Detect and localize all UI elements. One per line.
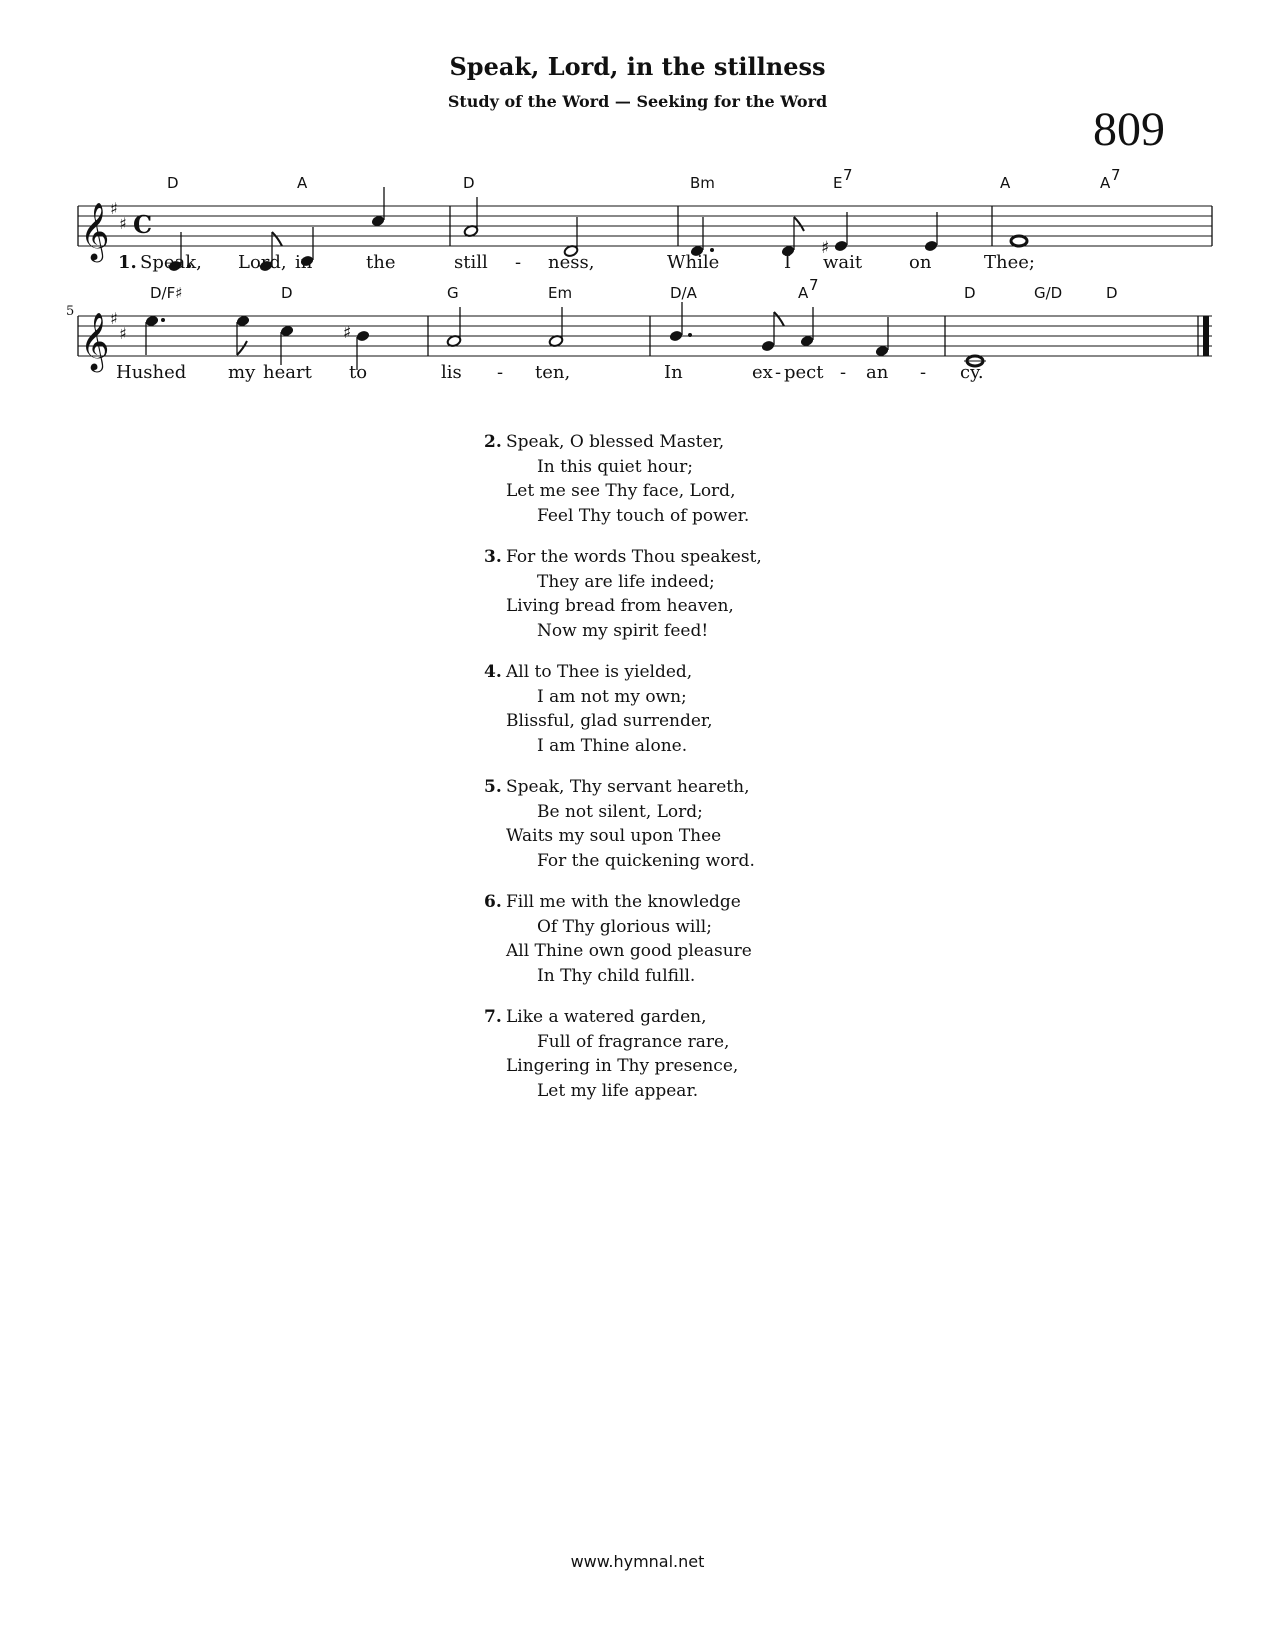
lyric-syllable: Lord, — [238, 252, 287, 273]
stanza-line: Be not silent, Lord; — [537, 801, 703, 822]
chord-symbol: D — [281, 284, 293, 302]
stanza-number: 4. — [484, 662, 502, 682]
stanza-line — [484, 660, 762, 685]
lyric-hyphen: - — [840, 362, 847, 383]
lyric-syllable: Hushed — [116, 362, 187, 383]
stanza-5 — [484, 775, 762, 873]
chord-symbol: D — [167, 174, 179, 192]
note — [371, 187, 386, 227]
stanza-line — [484, 890, 762, 915]
note — [280, 325, 295, 365]
staff-system-2 — [66, 276, 1212, 383]
lyric-syllable: ex — [752, 362, 773, 383]
stanza-line: I am not my own; — [537, 686, 687, 707]
additional-verses — [484, 430, 762, 1120]
stanza-line: Let me see Thy face, Lord, — [506, 481, 736, 501]
stanza-line: Living bread from heaven, — [506, 596, 734, 616]
note — [463, 197, 478, 238]
lyric-syllable: to — [349, 362, 368, 383]
chord-symbol: A — [1100, 174, 1111, 192]
chord-symbol: D — [1106, 284, 1118, 302]
treble-clef-icon: 𝄞 — [80, 202, 110, 260]
stanza-line: I am Thine alone. — [537, 735, 688, 756]
staff-system-1 — [78, 166, 1212, 273]
note — [548, 307, 563, 348]
stanza-line: In Thy child fulfill. — [537, 965, 696, 986]
chord-symbol: D/F♯ — [150, 284, 183, 302]
verse-number: 1. — [118, 252, 137, 273]
lyric-syllable: Speak, — [140, 252, 202, 273]
hymn-number: 809 — [1093, 103, 1165, 156]
note — [236, 315, 251, 355]
sharp-accidental-icon: ♯ — [343, 323, 352, 343]
stanza-text: Like a watered garden, — [506, 1007, 707, 1027]
stanza-line: Full of fragrance rare, — [537, 1031, 730, 1052]
chord-superscript: 7 — [843, 166, 853, 184]
lyric-syllable: my — [228, 362, 256, 383]
stanza-line: Of Thy glorious will; — [537, 916, 712, 937]
lyric-hyphen: - — [920, 362, 927, 383]
stanza-text: All to Thee is yielded, — [506, 662, 693, 682]
chord-symbol: Em — [548, 284, 573, 302]
stanza-line: Blissful, glad surrender, — [506, 711, 713, 731]
treble-clef-icon: 𝄞 — [80, 312, 110, 370]
note — [924, 212, 939, 252]
stanza-4 — [484, 660, 762, 758]
sharp-accidental-icon: ♯ — [821, 238, 830, 258]
lyric-syllable: In — [664, 362, 683, 383]
chord-symbol: A — [297, 174, 308, 192]
music-score — [0, 0, 1275, 400]
chord-symbol: G — [447, 284, 459, 302]
stanza-line: All Thine own good pleasure — [506, 941, 752, 961]
lyric-syllable: lis — [441, 362, 462, 383]
lyric-syllable: an — [866, 362, 889, 383]
lyric-syllable: wait — [823, 252, 863, 273]
stanza-number: 7. — [484, 1007, 502, 1027]
stanza-line: Feel Thy touch of power. — [537, 505, 750, 526]
lyric-syllable: the — [366, 252, 396, 273]
sharp-icon: ♯ — [110, 199, 118, 218]
time-signature-common: C — [133, 210, 153, 239]
lyric-syllable: ness, — [548, 252, 595, 273]
lyric-syllable: While — [667, 252, 720, 273]
note — [875, 317, 890, 357]
lyric-syllable: in — [295, 252, 313, 273]
chord-symbol: G/D — [1034, 284, 1063, 302]
final-barline — [1203, 316, 1209, 356]
hymn-subtitle: Study of the Word — Seeking for the Word — [447, 92, 828, 111]
lyric-syllable: Thee; — [984, 252, 1035, 273]
stanza-7 — [484, 1005, 762, 1103]
note — [834, 212, 849, 252]
chord-superscript: 7 — [1111, 166, 1121, 184]
stanza-line: They are life indeed; — [537, 571, 715, 592]
stanza-line: Waits my soul upon Thee — [506, 826, 722, 846]
stanza-line: Let my life appear. — [537, 1080, 699, 1101]
stanza-text: Speak, O blessed Master, — [506, 432, 725, 452]
note — [145, 315, 165, 355]
chord-symbol: E — [833, 174, 843, 192]
lyric-hyphen: - — [515, 252, 522, 273]
chord-symbol: Bm — [690, 174, 715, 192]
stanza-line: For the quickening word. — [537, 850, 755, 871]
lyric-syllable: still — [454, 252, 488, 273]
stanza-number: 6. — [484, 892, 502, 912]
stanza-line: In this quiet hour; — [537, 456, 693, 477]
stanza-6 — [484, 890, 762, 988]
stanza-line: Now my spirit feed! — [537, 620, 709, 641]
note — [446, 307, 461, 348]
lyric-syllable: I — [784, 252, 792, 273]
lyric-syllable: on — [909, 252, 932, 273]
measure-number: 5 — [66, 304, 75, 319]
stanza-2 — [484, 430, 762, 528]
lyric-hyphen: - — [775, 362, 782, 383]
lyric-syllable: pect — [784, 362, 824, 383]
chord-symbol: D — [463, 174, 475, 192]
stanza-line — [484, 545, 762, 570]
stanza-line — [484, 430, 762, 455]
hymn-title: Speak, Lord, in the stillness — [449, 52, 826, 81]
stanza-number: 2. — [484, 432, 502, 452]
sharp-icon: ♯ — [110, 309, 118, 328]
stanza-line: Lingering in Thy presence, — [506, 1056, 739, 1076]
stanza-number: 5. — [484, 777, 502, 797]
stanza-line — [484, 775, 762, 800]
chord-superscript: 7 — [809, 276, 819, 294]
note — [800, 307, 815, 347]
chord-symbol: D/A — [670, 284, 697, 302]
lyric-syllable: ten, — [535, 362, 571, 383]
note — [1011, 236, 1027, 246]
footer-link[interactable]: www.hymnal.net — [570, 1552, 705, 1571]
lyric-hyphen: - — [497, 362, 504, 383]
lyric-syllable: heart — [263, 362, 312, 383]
chord-symbol: A — [798, 284, 809, 302]
stanza-text: For the words Thou speakest, — [506, 547, 762, 567]
lyric-syllable: cy. — [960, 362, 984, 383]
stanza-3 — [484, 545, 762, 643]
chord-symbol: A — [1000, 174, 1011, 192]
sharp-icon: ♯ — [119, 214, 127, 233]
chord-symbol: D — [964, 284, 976, 302]
stanza-text: Fill me with the knowledge — [506, 892, 741, 912]
sharp-icon: ♯ — [119, 324, 127, 343]
stanza-number: 3. — [484, 547, 502, 567]
stanza-text: Speak, Thy servant heareth, — [506, 777, 750, 797]
stanza-line — [484, 1005, 762, 1030]
